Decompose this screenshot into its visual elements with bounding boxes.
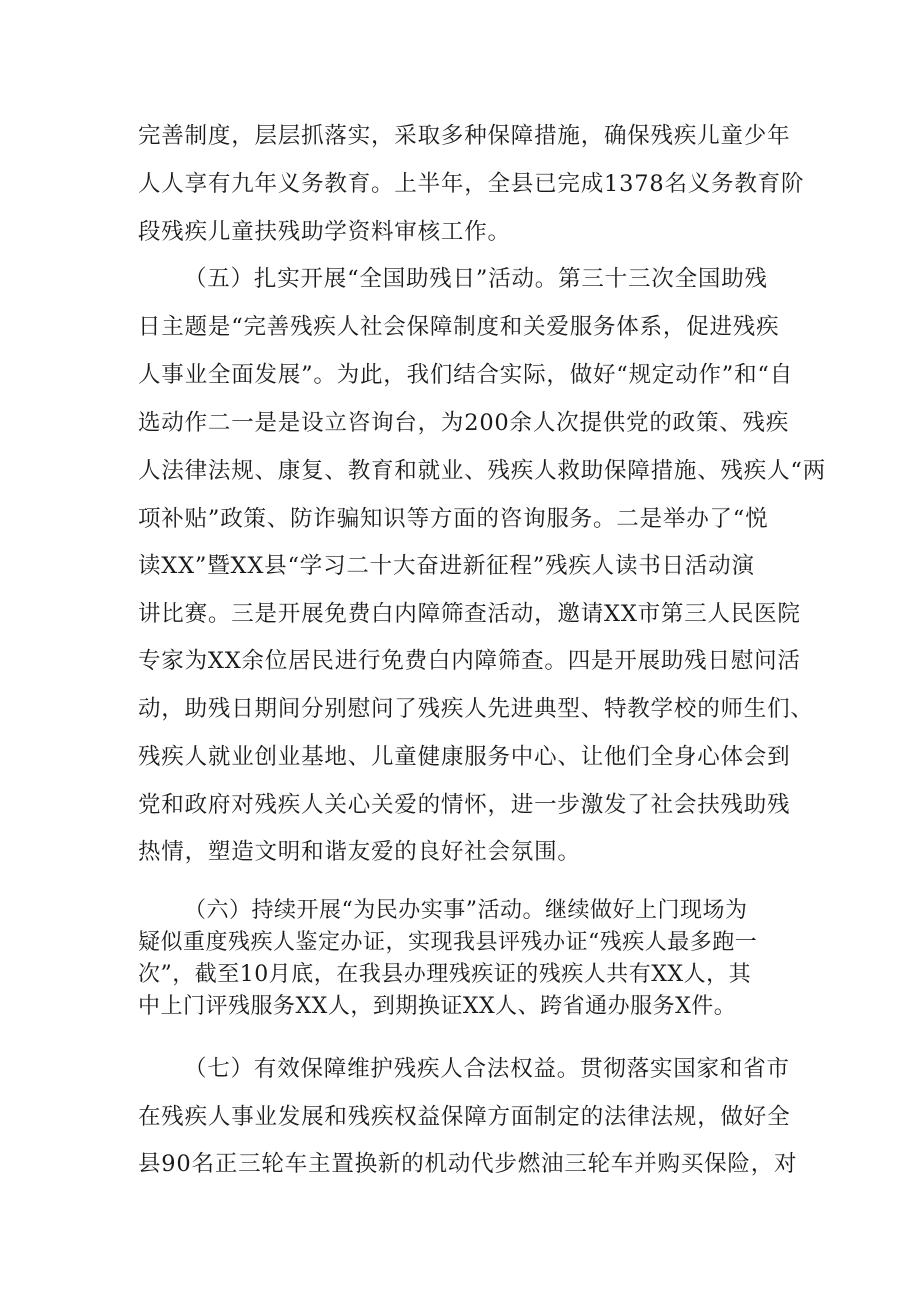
paragraph-line: 疑似重度残疾人鉴定办证，实现我县评残办证“残疾人最多跑一 <box>138 930 758 955</box>
paragraph-line: 在残疾人事业发展和残疾权益保障方面制定的法律法规，做好全 <box>138 1104 791 1130</box>
paragraph-line: 残疾人就业创业基地、儿童健康服务中心、让他们全身心体会到 <box>138 744 791 770</box>
paragraph-line: 人法律法规、康复、教育和就业、残疾人救助保障措施、残疾人“两 <box>138 458 827 484</box>
paragraph-line: 段残疾儿童扶残助学资料审核工作。 <box>138 219 511 245</box>
paragraph-line: 动，助残日期间分别慰问了残疾人先进典型、特教学校的师生们、 <box>138 696 814 722</box>
paragraph-line: 完善制度，层层抓落实，采取多种保障措施，确保残疾儿童少年 <box>138 123 791 149</box>
paragraph-line: 读XX”暨XX县“学习二十大奋进新征程”残疾人读书日活动演 <box>138 553 755 579</box>
paragraph-line: 项补贴”政策、防诈骗知识等方面的咨询服务。二是举办了“悦 <box>138 506 769 532</box>
paragraph-line: 人事业全面发展”。为此，我们结合实际，做好“规定动作”和“自 <box>138 362 794 388</box>
paragraph-line: 中上门评残服务XX人，到期换证XX人、跨省通办服务X件。 <box>138 994 737 1019</box>
paragraph-line: 选动作二一是是设立咨询台，为200余人次提供党的政策、残疾 <box>138 410 790 436</box>
section-6-heading-line: （六）持续开展“为民办实事”活动。继续做好上门现场为 <box>184 898 748 923</box>
section-5-heading-line: （五）扎实开展“全国助残日”活动。第三十三次全国助残 <box>184 266 768 292</box>
paragraph-line: 次”，截至10月底，在我县办理残疾证的残疾人共有XX人，其 <box>138 962 752 987</box>
paragraph-line: 日主题是“完善残疾人社会保障制度和关爱服务体系，促进残疾 <box>138 314 780 340</box>
paragraph-line: 党和政府对残疾人关心关爱的情怀，进一步激发了社会扶残助残 <box>138 792 791 818</box>
paragraph-line: 人人享有九年义务教育。上半年，全县已完成1378名义务教育阶 <box>138 171 805 197</box>
paragraph-line: 讲比赛。三是开展免费白内障筛查活动，邀请XX市第三人民医院 <box>138 601 801 627</box>
paragraph-line: 热情，塑造文明和谐友爱的良好社会氛围。 <box>138 839 581 865</box>
section-7-heading-line: （七）有效保障维护残疾人合法权益。贯彻落实国家和省市 <box>184 1056 790 1082</box>
paragraph-line: 专家为XX余位居民进行免费白内障筛查。四是开展助残日慰问活 <box>138 648 801 674</box>
paragraph-line: 县90名正三轮车主置换新的机动代步燃油三轮车并购买保险，对 <box>138 1151 798 1177</box>
